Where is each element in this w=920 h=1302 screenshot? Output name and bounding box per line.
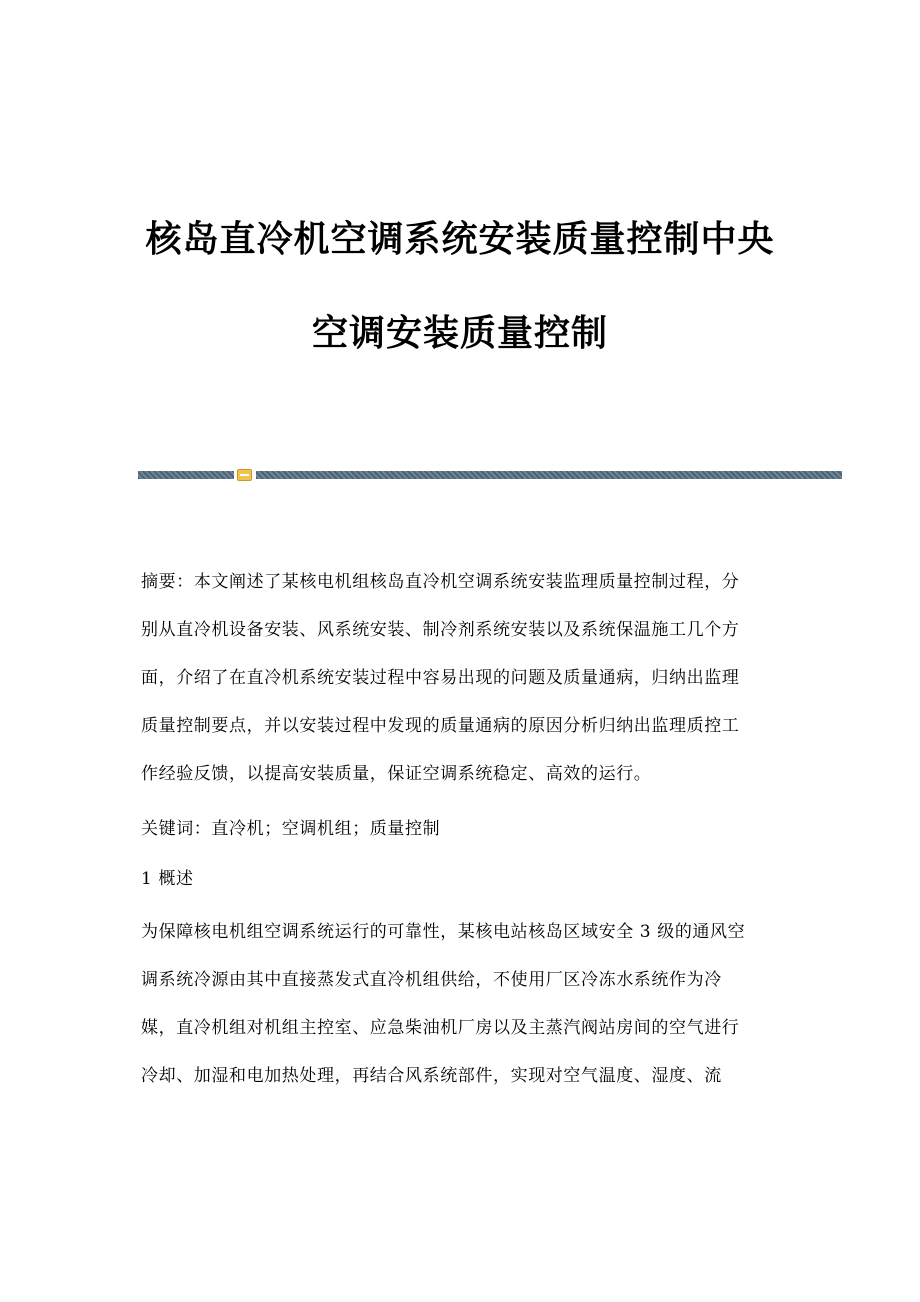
section-heading-text: 1 概述 [141,869,194,889]
overview-paragraph [141,908,781,1100]
abstract-line: 面，介绍了在直冷机系统安装过程中容易出现的问题及质量通病，归纳出监理 [141,668,740,688]
keywords-line [141,805,781,853]
document-title-line-1: 核岛直冷机空调系统安装质量控制中央 [145,219,775,260]
abstract-line: 作经验反馈，以提高安装质量，保证空调系统稳定、高效的运行。 [141,764,652,784]
overview-line: 为保障核电机组空调系统运行的可靠性，某核电站核岛区域安全 3 级的通风空 [141,922,746,942]
overview-line: 冷却、加湿和电加热处理，再结合风系统部件，实现对空气温度、湿度、流 [141,1066,722,1086]
divider-bar-right [256,471,842,479]
overview-line: 调系统冷源由其中直接蒸发式直冷机组供给，不使用厂区冷冻水系统作为冷 [141,970,722,990]
divider-ornament-icon [237,469,252,481]
abstract-paragraph [141,558,781,798]
overview-line: 媒，直冷机组对机组主控室、应急柴油机厂房以及主蒸汽阀站房间的空气进行 [141,1018,740,1038]
keywords-text: 关键词：直冷机；空调机组；质量控制 [141,819,441,839]
section-heading [141,855,781,903]
abstract-line: 摘要：本文阐述了某核电机组核岛直冷机空调系统安装监理质量控制过程，分 [141,572,740,592]
abstract-line: 别从直冷机设备安装、风系统安装、制冷剂系统安装以及系统保温施工几个方 [141,620,740,640]
title-divider [138,468,842,482]
divider-bar-left [138,471,234,479]
document-title-line-2: 空调安装质量控制 [311,313,608,354]
abstract-line: 质量控制要点，并以安装过程中发现的质量通病的原因分析归纳出监理质控工 [141,716,740,736]
